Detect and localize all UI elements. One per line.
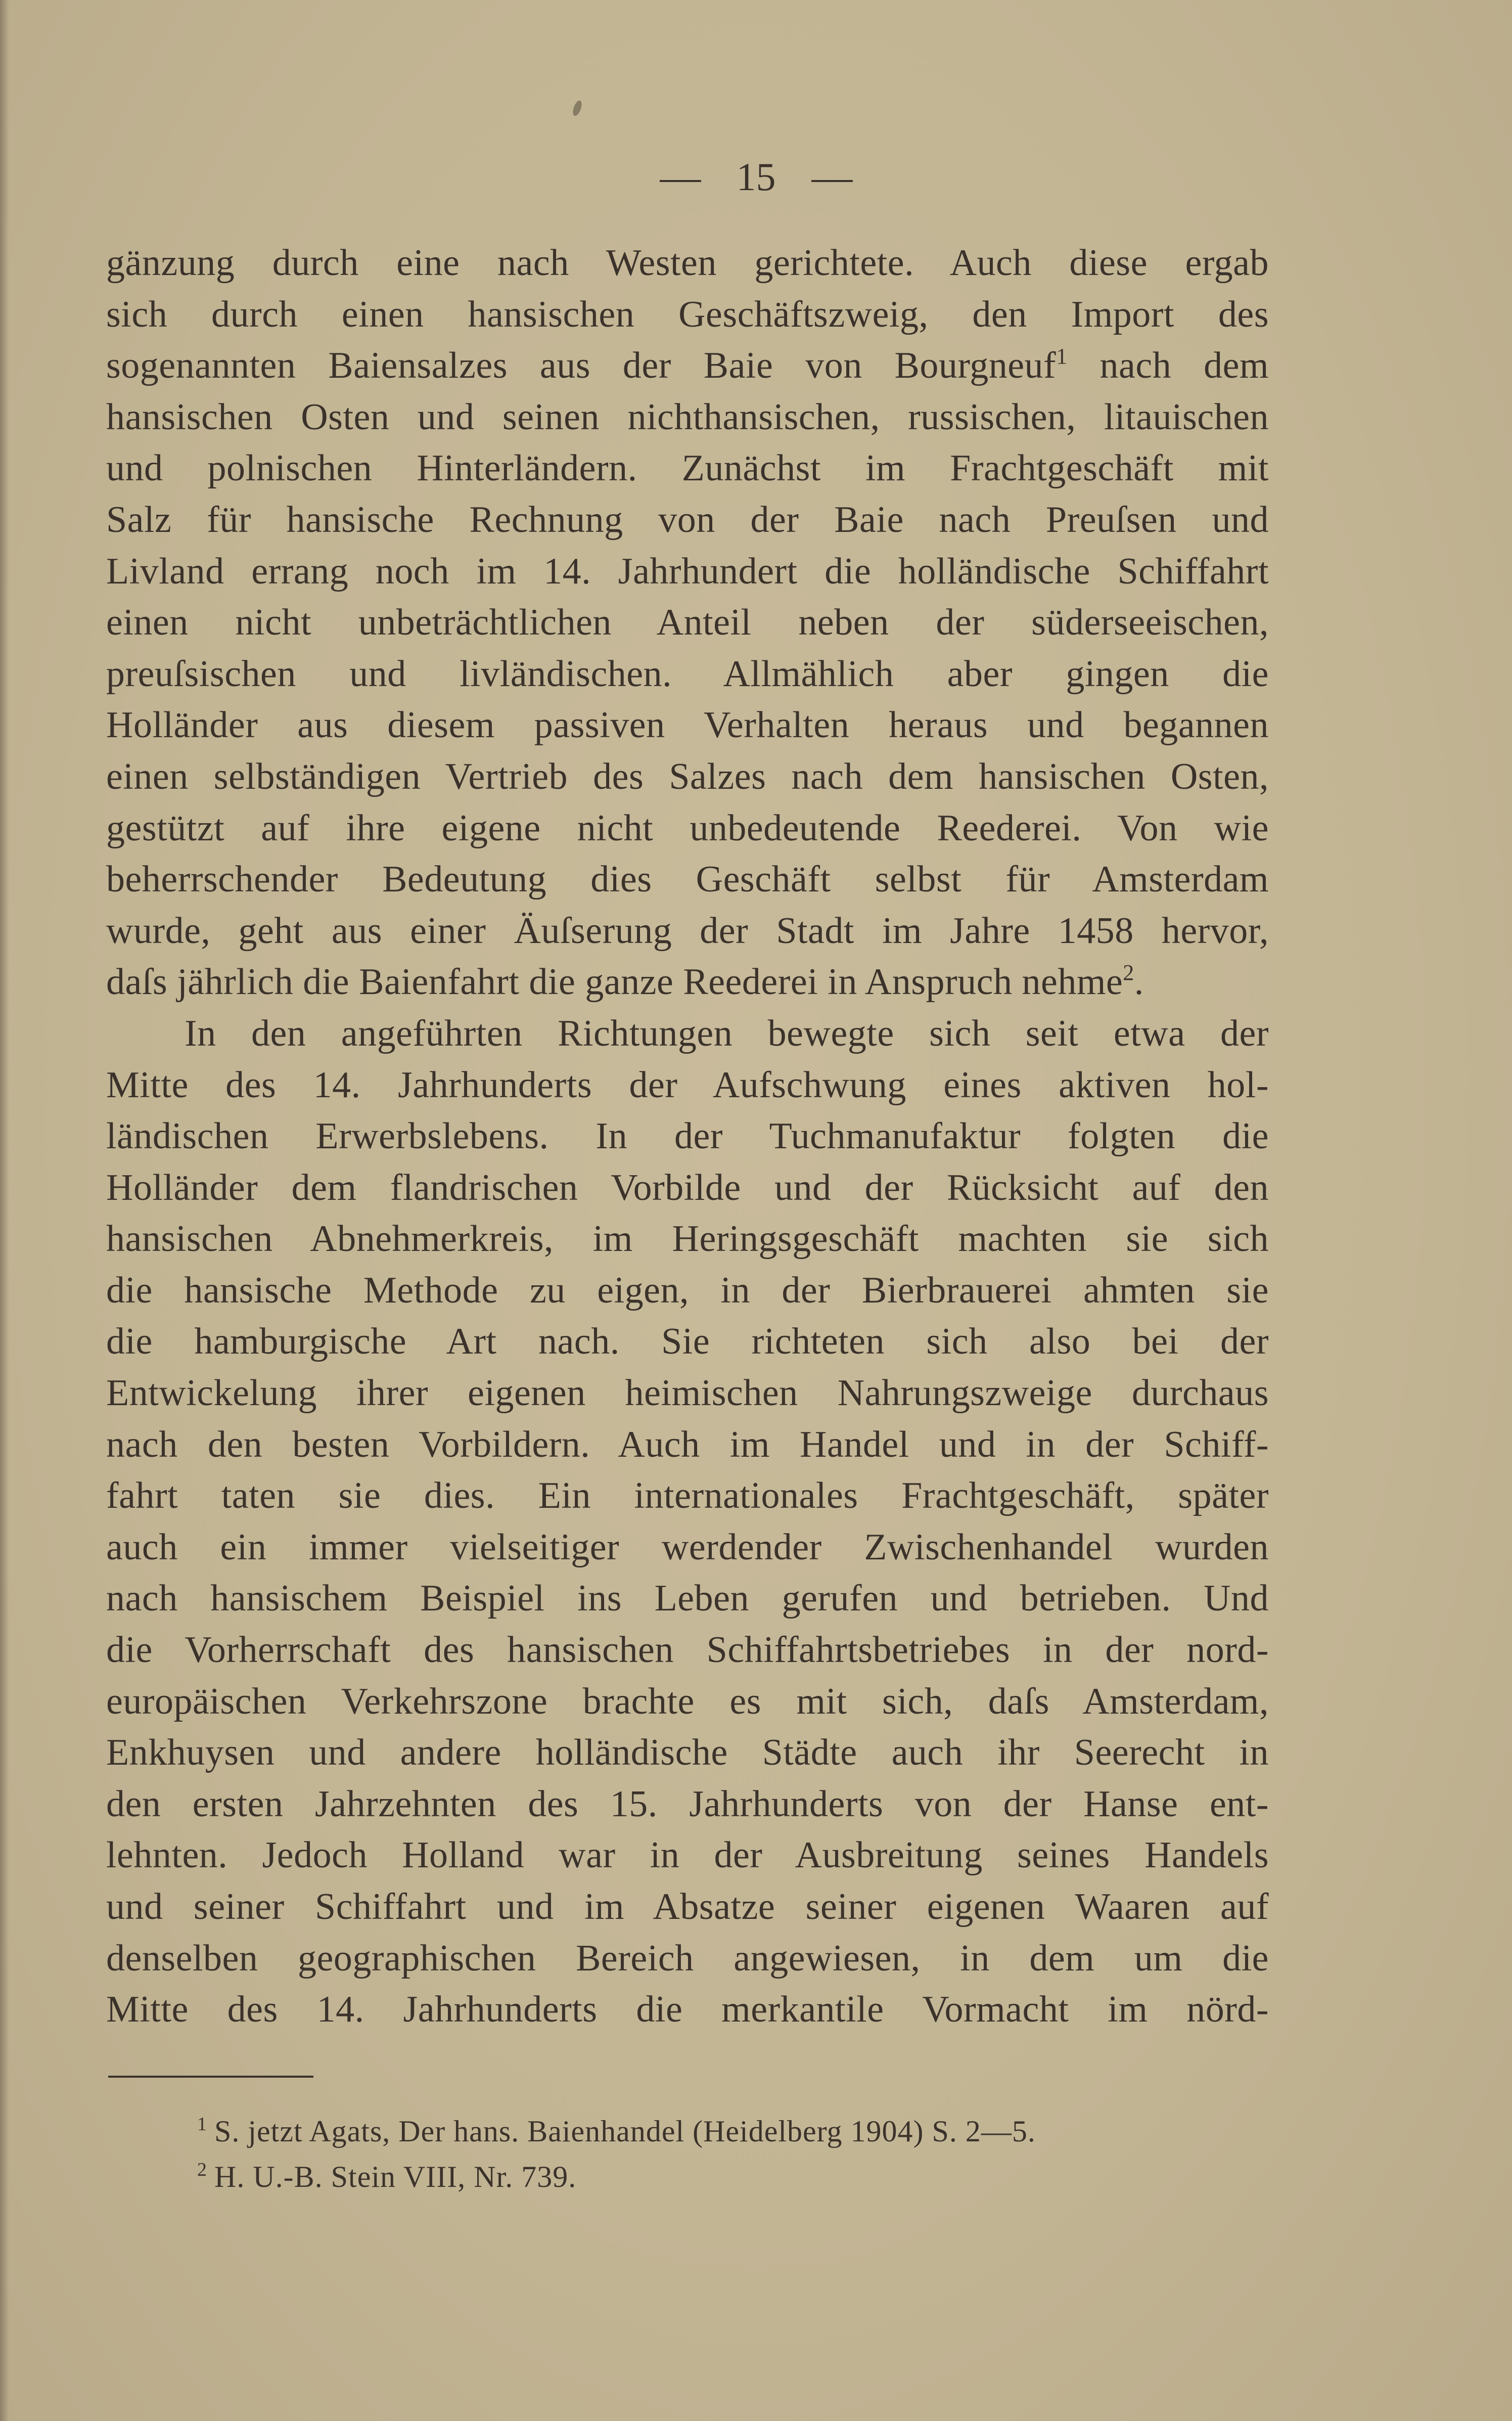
text-line-content: preuſsischen und livländischen. Allmählich aber gingen die bbox=[106, 653, 1269, 695]
text-line-content: denselben geographischen Bereich angewiesen, in dem um die bbox=[106, 1937, 1269, 1979]
text-line-content: hansischen Osten und seinen nichthansischen, russischen, litauischen bbox=[106, 396, 1269, 438]
text-line bbox=[106, 340, 1269, 392]
footnote-separator bbox=[108, 2076, 313, 2078]
text-line bbox=[106, 1830, 1269, 1881]
text-line bbox=[106, 1625, 1269, 1676]
text-line-content: gestützt auf ihre eigene nicht unbedeutende Reederei. Von wie bbox=[106, 807, 1269, 849]
text-line-content: einen nicht unbeträchtlichen Anteil neben der süderseeischen, bbox=[106, 602, 1269, 644]
text-line bbox=[106, 1265, 1269, 1317]
text-line bbox=[106, 1008, 1269, 1060]
text-line bbox=[106, 649, 1269, 700]
footnote bbox=[197, 2154, 1036, 2200]
text-line bbox=[106, 751, 1269, 803]
footnote-reference[interactable]: 2 bbox=[1123, 960, 1134, 985]
page-number-dash-left bbox=[660, 180, 701, 182]
text-line-content: die hansische Methode zu eigen, in der Bierbrauerei ahmten sie bbox=[106, 1269, 1269, 1311]
text-line bbox=[106, 392, 1269, 443]
text-line-content: Holländer dem flandrischen Vorbilde und der Rücksicht auf den bbox=[106, 1167, 1269, 1208]
text-line bbox=[106, 1419, 1269, 1471]
text-line-content: sich durch einen hansischen Geschäftszweig, den Import des bbox=[106, 293, 1269, 335]
text-line-content: Holländer aus diesem passiven Verhalten heraus und begannen bbox=[106, 704, 1269, 746]
text-line bbox=[106, 1522, 1269, 1574]
footnote-marker: 2 bbox=[197, 2159, 207, 2180]
footnote-marker: 1 bbox=[197, 2114, 207, 2135]
text-line bbox=[106, 906, 1269, 957]
text-line bbox=[106, 1881, 1269, 1933]
text-line bbox=[106, 1779, 1269, 1830]
text-line-content: und polnischen Hinterländern. Zunächst im Frachtgeschäft mit bbox=[106, 447, 1269, 489]
text-line-content: die Vorherrschaft des hansischen Schiffahrtsbetriebes in der nord- bbox=[106, 1629, 1269, 1671]
text-line-content: Enkhuysen und andere holländische Städte auch ihr Seerecht in bbox=[106, 1732, 1269, 1774]
text-line bbox=[106, 238, 1269, 289]
text-line bbox=[106, 803, 1269, 855]
text-line bbox=[106, 1214, 1269, 1265]
text-line-content: beherrschender Bedeutung dies Geschäft selbst für Amsterdam bbox=[106, 859, 1269, 901]
text-line bbox=[106, 597, 1269, 649]
page-number: 15 bbox=[736, 155, 776, 199]
text-line bbox=[106, 957, 1269, 1008]
text-line-content: In den angeführten Richtungen bewegte sich seit etwa der bbox=[185, 1012, 1269, 1054]
text-line bbox=[106, 495, 1269, 546]
text-line-content: Mitte des 14. Jahrhunderts die merkantile Vormacht im nörd- bbox=[106, 1989, 1269, 2031]
text-line-content: Livland errang noch im 14. Jahrhundert die holländische Schiffahrt bbox=[106, 550, 1269, 592]
text-line-content: Entwickelung ihrer eigenen heimischen Nahrungszweige durchaus bbox=[106, 1372, 1269, 1414]
text-line-tail: nach dem bbox=[1067, 345, 1269, 387]
text-line-content: nach den besten Vorbildern. Auch im Handel und in der Schiff- bbox=[106, 1423, 1269, 1465]
text-line-content: wurde, geht aus einer Äuſserung der Stadt im Jahre 1458 hervor, bbox=[106, 910, 1269, 952]
text-line bbox=[106, 1676, 1269, 1728]
text-line bbox=[106, 289, 1269, 341]
text-line bbox=[106, 443, 1269, 495]
paper-speck bbox=[571, 100, 583, 117]
text-line bbox=[106, 1727, 1269, 1779]
page-number-header bbox=[0, 152, 1512, 202]
text-line-content: europäischen Verkehrszone brachte es mit sich, daſs Amsterdam, bbox=[106, 1680, 1269, 1722]
text-line-content: nach hansischem Beispiel ins Leben gerufen und betrieben. Und bbox=[106, 1578, 1269, 1620]
text-line-content: die hamburgische Art nach. Sie richteten sich also bei der bbox=[106, 1321, 1269, 1363]
page-number-dash-right bbox=[811, 180, 853, 182]
text-line-content: sogenannten Baiensalzes aus der Baie von Bourgneuf bbox=[106, 345, 1057, 387]
footnote-text: H. U.-B. Stein VIII, Nr. 739. bbox=[214, 2160, 577, 2193]
text-line-tail: . bbox=[1134, 961, 1144, 1003]
footnote-reference[interactable]: 1 bbox=[1056, 344, 1068, 369]
text-line-content: lehnten. Jedoch Holland war in der Ausbreitung seines Handels bbox=[106, 1834, 1269, 1876]
text-line bbox=[106, 1368, 1269, 1419]
text-line-content: Mitte des 14. Jahrhunderts der Aufschwung eines aktiven hol- bbox=[106, 1064, 1269, 1106]
text-line-content: den ersten Jahrzehnten des 15. Jahrhunderts von der Hanse ent- bbox=[106, 1783, 1269, 1825]
text-line bbox=[106, 1111, 1269, 1162]
footnotes bbox=[197, 2109, 1036, 2200]
text-line bbox=[106, 1984, 1269, 2036]
text-line-content: fahrt taten sie dies. Ein internationales Frachtgeschäft, später bbox=[106, 1475, 1269, 1517]
text-line-content: daſs jährlich die Baienfahrt die ganze Reederei in Anspruch nehme bbox=[106, 961, 1123, 1003]
footnote bbox=[197, 2109, 1036, 2154]
footnote-text: S. jetzt Agats, Der hans. Baienhandel (Heidelberg 1904) S. 2—5. bbox=[214, 2115, 1036, 2148]
text-line-content: hansischen Abnehmerkreis, im Heringsgeschäft machten sie sich bbox=[106, 1218, 1269, 1260]
text-line-content: gänzung durch eine nach Westen gerichtete. Auch diese ergab bbox=[106, 242, 1269, 284]
text-line bbox=[106, 854, 1269, 906]
text-line-content: und seiner Schiffahrt und im Absatze seiner eigenen Waaren auf bbox=[106, 1886, 1269, 1927]
text-line bbox=[106, 546, 1269, 598]
text-line bbox=[106, 1316, 1269, 1368]
text-line bbox=[106, 1162, 1269, 1214]
text-line-content: ländischen Erwerbslebens. In der Tuchmanufaktur folgten die bbox=[106, 1115, 1269, 1157]
text-line-content: einen selbständigen Vertrieb des Salzes nach dem hansischen Osten, bbox=[106, 755, 1269, 797]
text-line bbox=[106, 1470, 1269, 1522]
page-edge-shadow bbox=[0, 0, 9, 2421]
text-line bbox=[106, 1933, 1269, 1985]
text-line-content: auch ein immer vielseitiger werdender Zwischenhandel wurden bbox=[106, 1526, 1269, 1568]
text-line bbox=[106, 700, 1269, 751]
text-line bbox=[106, 1060, 1269, 1111]
body-text bbox=[106, 238, 1269, 2036]
text-line-content: Salz für hansische Rechnung von der Baie nach Preuſsen und bbox=[106, 499, 1269, 541]
text-line bbox=[106, 1573, 1269, 1625]
